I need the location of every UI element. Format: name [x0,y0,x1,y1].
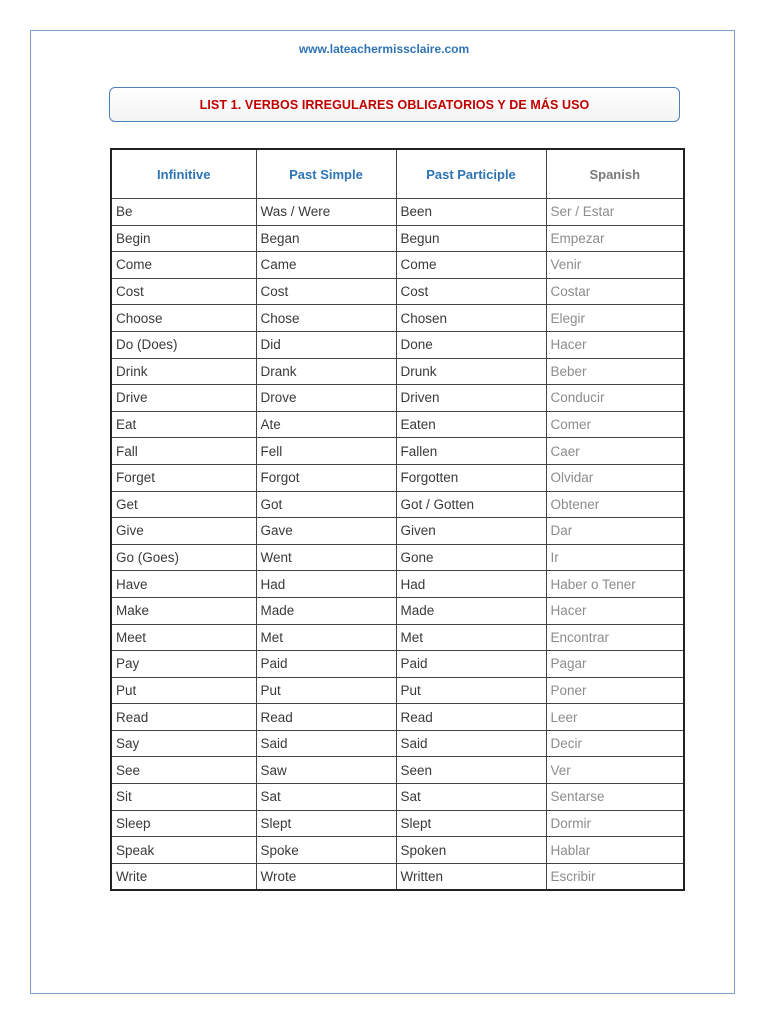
cell-spanish: Hacer [546,597,684,624]
cell-past-participle: Been [396,199,546,226]
cell-infinitive: Be [111,199,256,226]
cell-past-participle: Sat [396,784,546,811]
table-row [111,518,684,545]
cell-past-simple: Came [256,252,396,279]
cell-past-participle: Written [396,863,546,890]
cell-past-participle: Met [396,624,546,651]
cell-infinitive: Begin [111,225,256,252]
table-row [111,385,684,412]
cell-spanish: Beber [546,358,684,385]
cell-past-simple: Made [256,597,396,624]
cell-past-participle: Said [396,730,546,757]
table-row [111,624,684,651]
cell-past-simple: Was / Were [256,199,396,226]
cell-past-participle: Slept [396,810,546,837]
cell-spanish: Haber o Tener [546,571,684,598]
table-body [111,199,684,891]
cell-past-participle: Fallen [396,438,546,465]
cell-infinitive: Get [111,491,256,518]
table-row [111,677,684,704]
cell-past-participle: Driven [396,385,546,412]
cell-past-participle: Chosen [396,305,546,332]
cell-past-simple: Drank [256,358,396,385]
cell-past-simple: Chose [256,305,396,332]
column-header-past-participle: Past Participle [396,149,546,199]
cell-spanish: Ver [546,757,684,784]
cell-past-simple: Gave [256,518,396,545]
cell-past-participle: Forgotten [396,464,546,491]
cell-past-simple: Put [256,677,396,704]
table-row [111,651,684,678]
cell-infinitive: Speak [111,837,256,864]
table-row [111,252,684,279]
cell-past-participle: Seen [396,757,546,784]
cell-past-participle: Had [396,571,546,598]
table-row [111,837,684,864]
table-row [111,491,684,518]
cell-spanish: Ser / Estar [546,199,684,226]
cell-infinitive: Meet [111,624,256,651]
cell-past-simple: Paid [256,651,396,678]
table-row [111,358,684,385]
cell-infinitive: Fall [111,438,256,465]
cell-past-participle: Made [396,597,546,624]
cell-past-simple: Met [256,624,396,651]
cell-infinitive: Drive [111,385,256,412]
table-row [111,305,684,332]
cell-past-simple: Saw [256,757,396,784]
cell-infinitive: Cost [111,278,256,305]
cell-past-participle: Got / Gotten [396,491,546,518]
table-row [111,597,684,624]
cell-past-participle: Spoken [396,837,546,864]
column-header-spanish: Spanish [546,149,684,199]
cell-spanish: Dar [546,518,684,545]
cell-spanish: Venir [546,252,684,279]
cell-past-simple: Did [256,331,396,358]
cell-past-simple: Began [256,225,396,252]
cell-spanish: Hacer [546,331,684,358]
cell-past-participle: Come [396,252,546,279]
cell-infinitive: Choose [111,305,256,332]
table-row [111,730,684,757]
cell-spanish: Conducir [546,385,684,412]
table-row [111,464,684,491]
cell-past-participle: Done [396,331,546,358]
cell-past-simple: Wrote [256,863,396,890]
cell-spanish: Leer [546,704,684,731]
cell-infinitive: Give [111,518,256,545]
cell-infinitive: Sleep [111,810,256,837]
cell-infinitive: Say [111,730,256,757]
cell-infinitive: Do (Does) [111,331,256,358]
table-row [111,278,684,305]
cell-past-simple: Slept [256,810,396,837]
cell-past-participle: Given [396,518,546,545]
table-row [111,544,684,571]
cell-past-simple: Went [256,544,396,571]
list-title: LIST 1. VERBOS IRREGULARES OBLIGATORIOS Y DE MÁS USO [199,97,590,112]
table-row [111,757,684,784]
cell-spanish: Pagar [546,651,684,678]
cell-spanish: Comer [546,411,684,438]
cell-spanish: Ir [546,544,684,571]
cell-past-simple: Cost [256,278,396,305]
cell-past-participle: Drunk [396,358,546,385]
cell-spanish: Olvidar [546,464,684,491]
table-row [111,331,684,358]
cell-spanish: Empezar [546,225,684,252]
cell-spanish: Obtener [546,491,684,518]
irregular-verbs-table [110,148,685,891]
cell-past-simple: Sat [256,784,396,811]
cell-past-simple: Got [256,491,396,518]
cell-spanish: Decir [546,730,684,757]
cell-infinitive: Pay [111,651,256,678]
cell-past-simple: Ate [256,411,396,438]
cell-infinitive: Have [111,571,256,598]
cell-infinitive: Forget [111,464,256,491]
cell-past-simple: Had [256,571,396,598]
cell-past-simple: Spoke [256,837,396,864]
table-row [111,810,684,837]
cell-past-simple: Said [256,730,396,757]
cell-infinitive: Go (Goes) [111,544,256,571]
cell-infinitive: Write [111,863,256,890]
cell-past-participle: Begun [396,225,546,252]
cell-infinitive: Drink [111,358,256,385]
cell-spanish: Escribir [546,863,684,890]
cell-past-participle: Read [396,704,546,731]
title-box [109,87,680,122]
cell-infinitive: Read [111,704,256,731]
cell-past-simple: Forgot [256,464,396,491]
table-row [111,784,684,811]
table-row [111,199,684,226]
cell-spanish: Dormir [546,810,684,837]
table-row [111,863,684,890]
cell-past-participle: Gone [396,544,546,571]
cell-spanish: Encontrar [546,624,684,651]
cell-past-participle: Eaten [396,411,546,438]
cell-past-participle: Paid [396,651,546,678]
table-row [111,225,684,252]
cell-infinitive: Put [111,677,256,704]
cell-past-participle: Cost [396,278,546,305]
cell-past-participle: Put [396,677,546,704]
table-row [111,571,684,598]
column-header-infinitive: Infinitive [111,149,256,199]
cell-spanish: Caer [546,438,684,465]
cell-past-simple: Drove [256,385,396,412]
cell-spanish: Sentarse [546,784,684,811]
cell-past-simple: Fell [256,438,396,465]
table-row [111,704,684,731]
table-row [111,411,684,438]
cell-infinitive: Eat [111,411,256,438]
cell-spanish: Poner [546,677,684,704]
cell-infinitive: See [111,757,256,784]
table-row [111,438,684,465]
cell-past-simple: Read [256,704,396,731]
cell-infinitive: Come [111,252,256,279]
table-header-row [111,149,684,199]
cell-spanish: Hablar [546,837,684,864]
column-header-past-simple: Past Simple [256,149,396,199]
cell-spanish: Costar [546,278,684,305]
cell-infinitive: Sit [111,784,256,811]
cell-infinitive: Make [111,597,256,624]
cell-spanish: Elegir [546,305,684,332]
site-url[interactable]: www.lateachermissclaire.com [298,42,470,56]
